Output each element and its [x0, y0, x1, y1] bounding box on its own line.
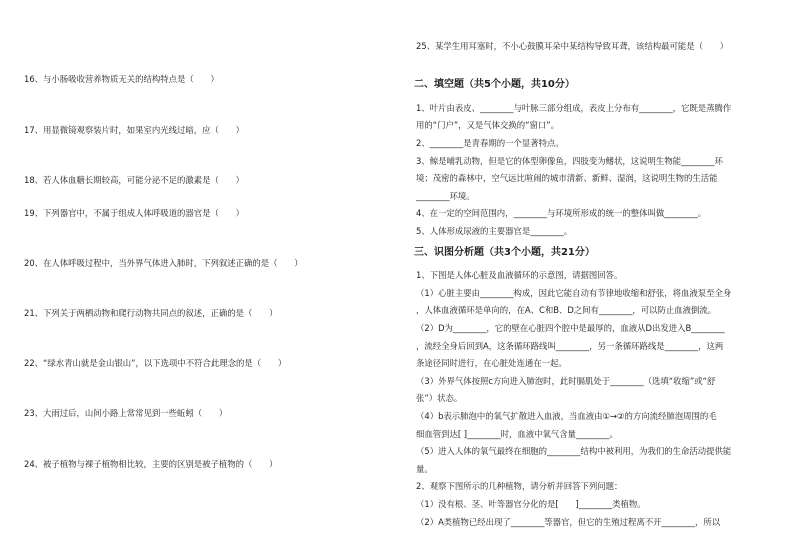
- question-line: ，人体血液循环是单向的，在A、C和B、D之间有________，可以防止血液倒流。: [416, 305, 717, 316]
- question-line: 张”）状态。: [416, 393, 463, 404]
- question-line: 19、下列器官中，不属于组成人体呼吸道的器官是（ ）: [24, 208, 245, 218]
- question-line: 23、大雨过后，山间小路上常常见到一些蚯蚓（ ）: [24, 408, 228, 419]
- question-line: 5、人体形成尿液的主要器官是________。: [416, 226, 573, 236]
- question-line: （2）D为________，它的壁在心脏四个腔中是最厚的，血液从D出发进入B________: [416, 323, 725, 333]
- question-line: 16、与小肠吸收营养物质无关的结构特点是（ ）: [24, 74, 219, 85]
- question-line: ，流经全身后回到A，这条循环路线叫________，另一条循环路线是________，这两: [416, 340, 724, 351]
- question-line: 条途径同时进行，在心脏处连通在一起。: [416, 358, 567, 369]
- right-column: [414, 0, 789, 550]
- question-line: （5）进入人体的氧气最终在细胞的________结构中被利用，为我们的生命活动提供能: [416, 446, 732, 457]
- question-line: 25、某学生用耳塞时，不小心鼓膜耳朵中某结构导致耳聋，该结构最可能是（ ）: [416, 41, 729, 51]
- section-heading: 三、识图分析题（共3个小题，共21分）: [414, 246, 595, 258]
- question-line: （1）没有根、茎、叶等器官分化的是[ ]________类植物。: [416, 499, 646, 509]
- question-line: 细血管到达[ ]________时，血液中氧气含量________。: [416, 428, 618, 439]
- question-line: 18、若人体血糖长期较高，可能分泌不足的激素是（ ）: [24, 174, 245, 185]
- question-line: 22、“绿水青山就是金山银山”，以下选项中不符合此理念的是（ ）: [24, 358, 287, 369]
- question-line: 2、________是青春期的一个显著特点。: [416, 138, 564, 148]
- question-line: 境；茂密的森林中，空气远比喧闹的城市清新、新鲜、湿润，这说明生物的生活能: [416, 173, 718, 184]
- question-line: 用的“门户”，又是气体交换的“窗口”。: [416, 120, 559, 131]
- question-line: （2）A类植物已经出现了________等器官，但它的生殖过程离不开________，所以: [416, 516, 721, 527]
- question-line: 17、用显微镜观察装片时，如果室内光线过暗，应（ ）: [24, 124, 245, 135]
- question-line: 1、下图是人体心脏及血液循环的示意图，请据图回答。: [416, 270, 623, 281]
- question-line: （4）b表示肺泡中的氧气扩散进入血液，当血液由①→②的方向流经肺泡周围的毛: [416, 411, 717, 421]
- question-line: 4、在一定的空间范围内，________与环境所形成的统一的整体叫做________。: [416, 208, 707, 219]
- question-line: 量。: [416, 463, 433, 474]
- question-line: 1、叶片由表皮、________与叶脉三部分组成，表皮上分布有________，它既是蒸腾作: [416, 102, 732, 113]
- question-line: ________环境。: [416, 190, 475, 201]
- question-line: 24、被子植物与裸子植物相比较，主要的区别是被子植物的（ ）: [24, 458, 278, 469]
- question-line: 2、观察下图所示的几种植物，请分析并回答下列问题：: [416, 481, 623, 492]
- question-line: 20、在人体呼吸过程中，当外界气体进入肺时，下列叙述正确的是（ ）: [24, 258, 303, 269]
- left-column: [22, 0, 397, 550]
- question-line: （1）心脏主要由________构成，因此它能自动有节律地收缩和舒张，将血液泵至全身: [416, 287, 732, 298]
- question-line: 21、下列关于两栖动物和爬行动物共同点的叙述，正确的是（ ）: [24, 308, 278, 319]
- question-line: （3）外界气体按照c方向进入肺泡时，此时膈肌处于________（选填“收缩”或“舒: [416, 375, 716, 386]
- question-line: 3、鲸是哺乳动物，但是它的体型卵像鱼，四肢变为鳍状，这说明生物能________环: [416, 155, 723, 166]
- section-heading: 二、填空题（共5个小题，共10分）: [414, 79, 575, 91]
